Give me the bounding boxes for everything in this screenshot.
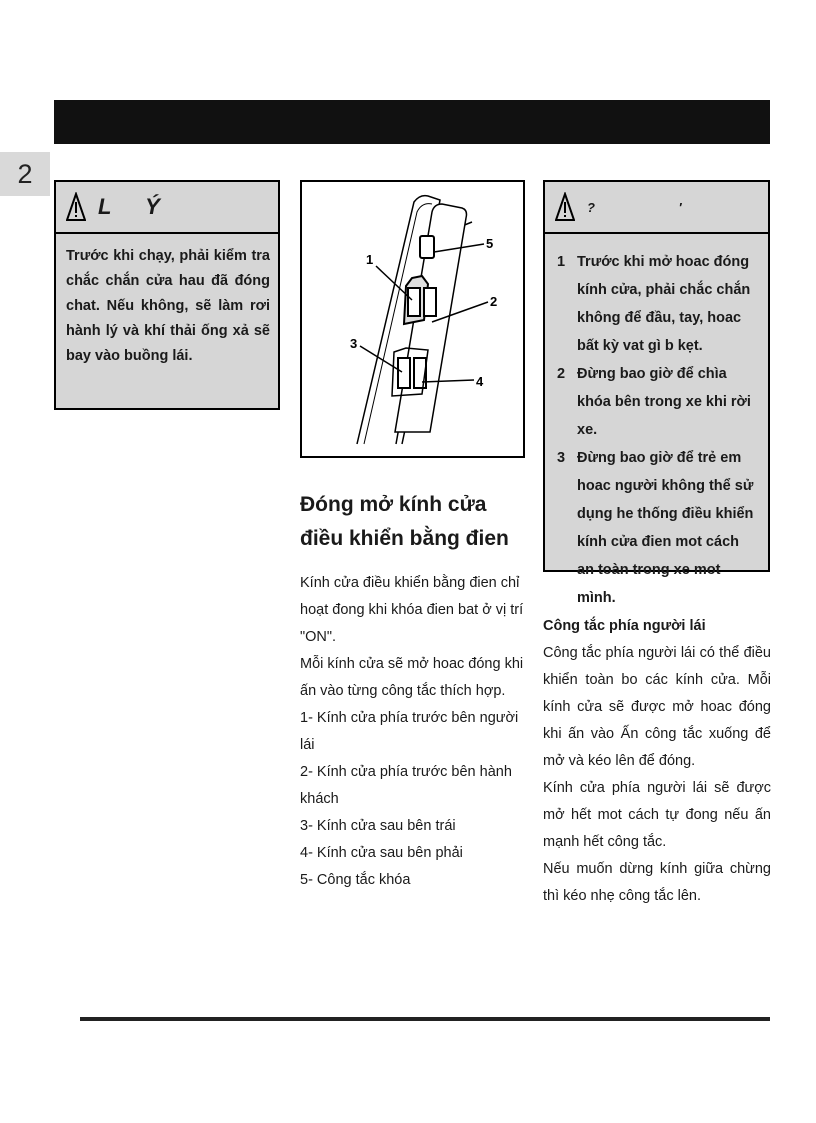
driver-switch-title: Công tắc phía người lái bbox=[543, 618, 706, 634]
warning-triangle-icon bbox=[555, 192, 575, 222]
window-list-item: 2- Kính cửa phía trước bên hành khách bbox=[300, 764, 512, 807]
callout-5: 5 bbox=[486, 236, 494, 251]
window-list-item: 5- Công tắc khóa bbox=[300, 872, 411, 888]
section-paragraph: Kính cửa điều khiển bằng đien chỉ hoạt đong khi khóa đien bat ở vị trí "ON". bbox=[300, 575, 524, 645]
callout-4: 4 bbox=[476, 374, 484, 389]
callout-3: 3 bbox=[350, 336, 358, 351]
section-title: Đóng mở kính cửa điều khiển bằng đien bbox=[300, 493, 509, 550]
driver-switch-paragraph: Kính cửa phía người lái sẽ được mở hết mot cách tự đong nếu ấn mạnh hết công tắc. bbox=[543, 780, 771, 850]
callout-2: 2 bbox=[490, 294, 498, 309]
window-list-item: 4- Kính cửa sau bên phải bbox=[300, 845, 463, 861]
section-paragraph: Mỗi kính cửa sẽ mở hoac đóng khi ấn vào từng công tắc thích hợp. bbox=[300, 656, 524, 699]
callout-1: 1 bbox=[366, 252, 374, 267]
window-switch-figure bbox=[300, 180, 525, 458]
section-body bbox=[300, 570, 528, 894]
warning-body: Trước khi chạy, phải kiểm tra chắc chắn cửa hau đã đóng chat. Nếu không, sẽ làm rơi hành lý và khí thải ống xả sẽ bay vào buồng lái. bbox=[66, 248, 270, 364]
window-list-item: 1- Kính cửa phía trước bên người lái bbox=[300, 710, 519, 753]
footer-rule bbox=[80, 1017, 770, 1021]
window-list-item: 3- Kính cửa sau bên trái bbox=[300, 818, 456, 834]
warning-title: L Ý bbox=[56, 182, 278, 234]
warning-list bbox=[545, 234, 768, 612]
header-bar bbox=[54, 100, 770, 144]
warning-box-right bbox=[543, 180, 770, 606]
driver-switch-section bbox=[543, 613, 771, 910]
warning-triangle-icon bbox=[66, 192, 86, 222]
warning-box-left bbox=[54, 180, 280, 410]
warning-item: 1 Trước khi mở hoac đóng kính cửa, phải chắc chắn không để đầu, tay, hoac bất kỳ vat gì b kẹt. bbox=[557, 254, 751, 354]
warning-title: ? ′ bbox=[545, 182, 768, 234]
switch-panel-drawing bbox=[302, 182, 523, 456]
warning-item: 2 Đừng bao giờ để chìa khóa bên trong xe khi rời xe. bbox=[557, 366, 751, 438]
chapter-tab: 2 bbox=[0, 152, 50, 196]
driver-switch-paragraph: Nếu muốn dừng kính giữa chừng thì kéo nhẹ công tắc lên. bbox=[543, 861, 771, 904]
driver-switch-paragraph: Công tắc phía người lái có thể điều khiển toàn bo các kính cửa. Mỗi kính cửa sẽ được mở hoac đóng khi ấn vào Ấn công tắc xuống để mở và kéo lên để đóng. bbox=[543, 645, 771, 769]
warning-item: 3 Đừng bao giờ để trẻ em hoac người không thể sử dụng he thống điều khiển kính cửa đien mot cách an toàn trong xe mot mình. bbox=[557, 450, 754, 606]
